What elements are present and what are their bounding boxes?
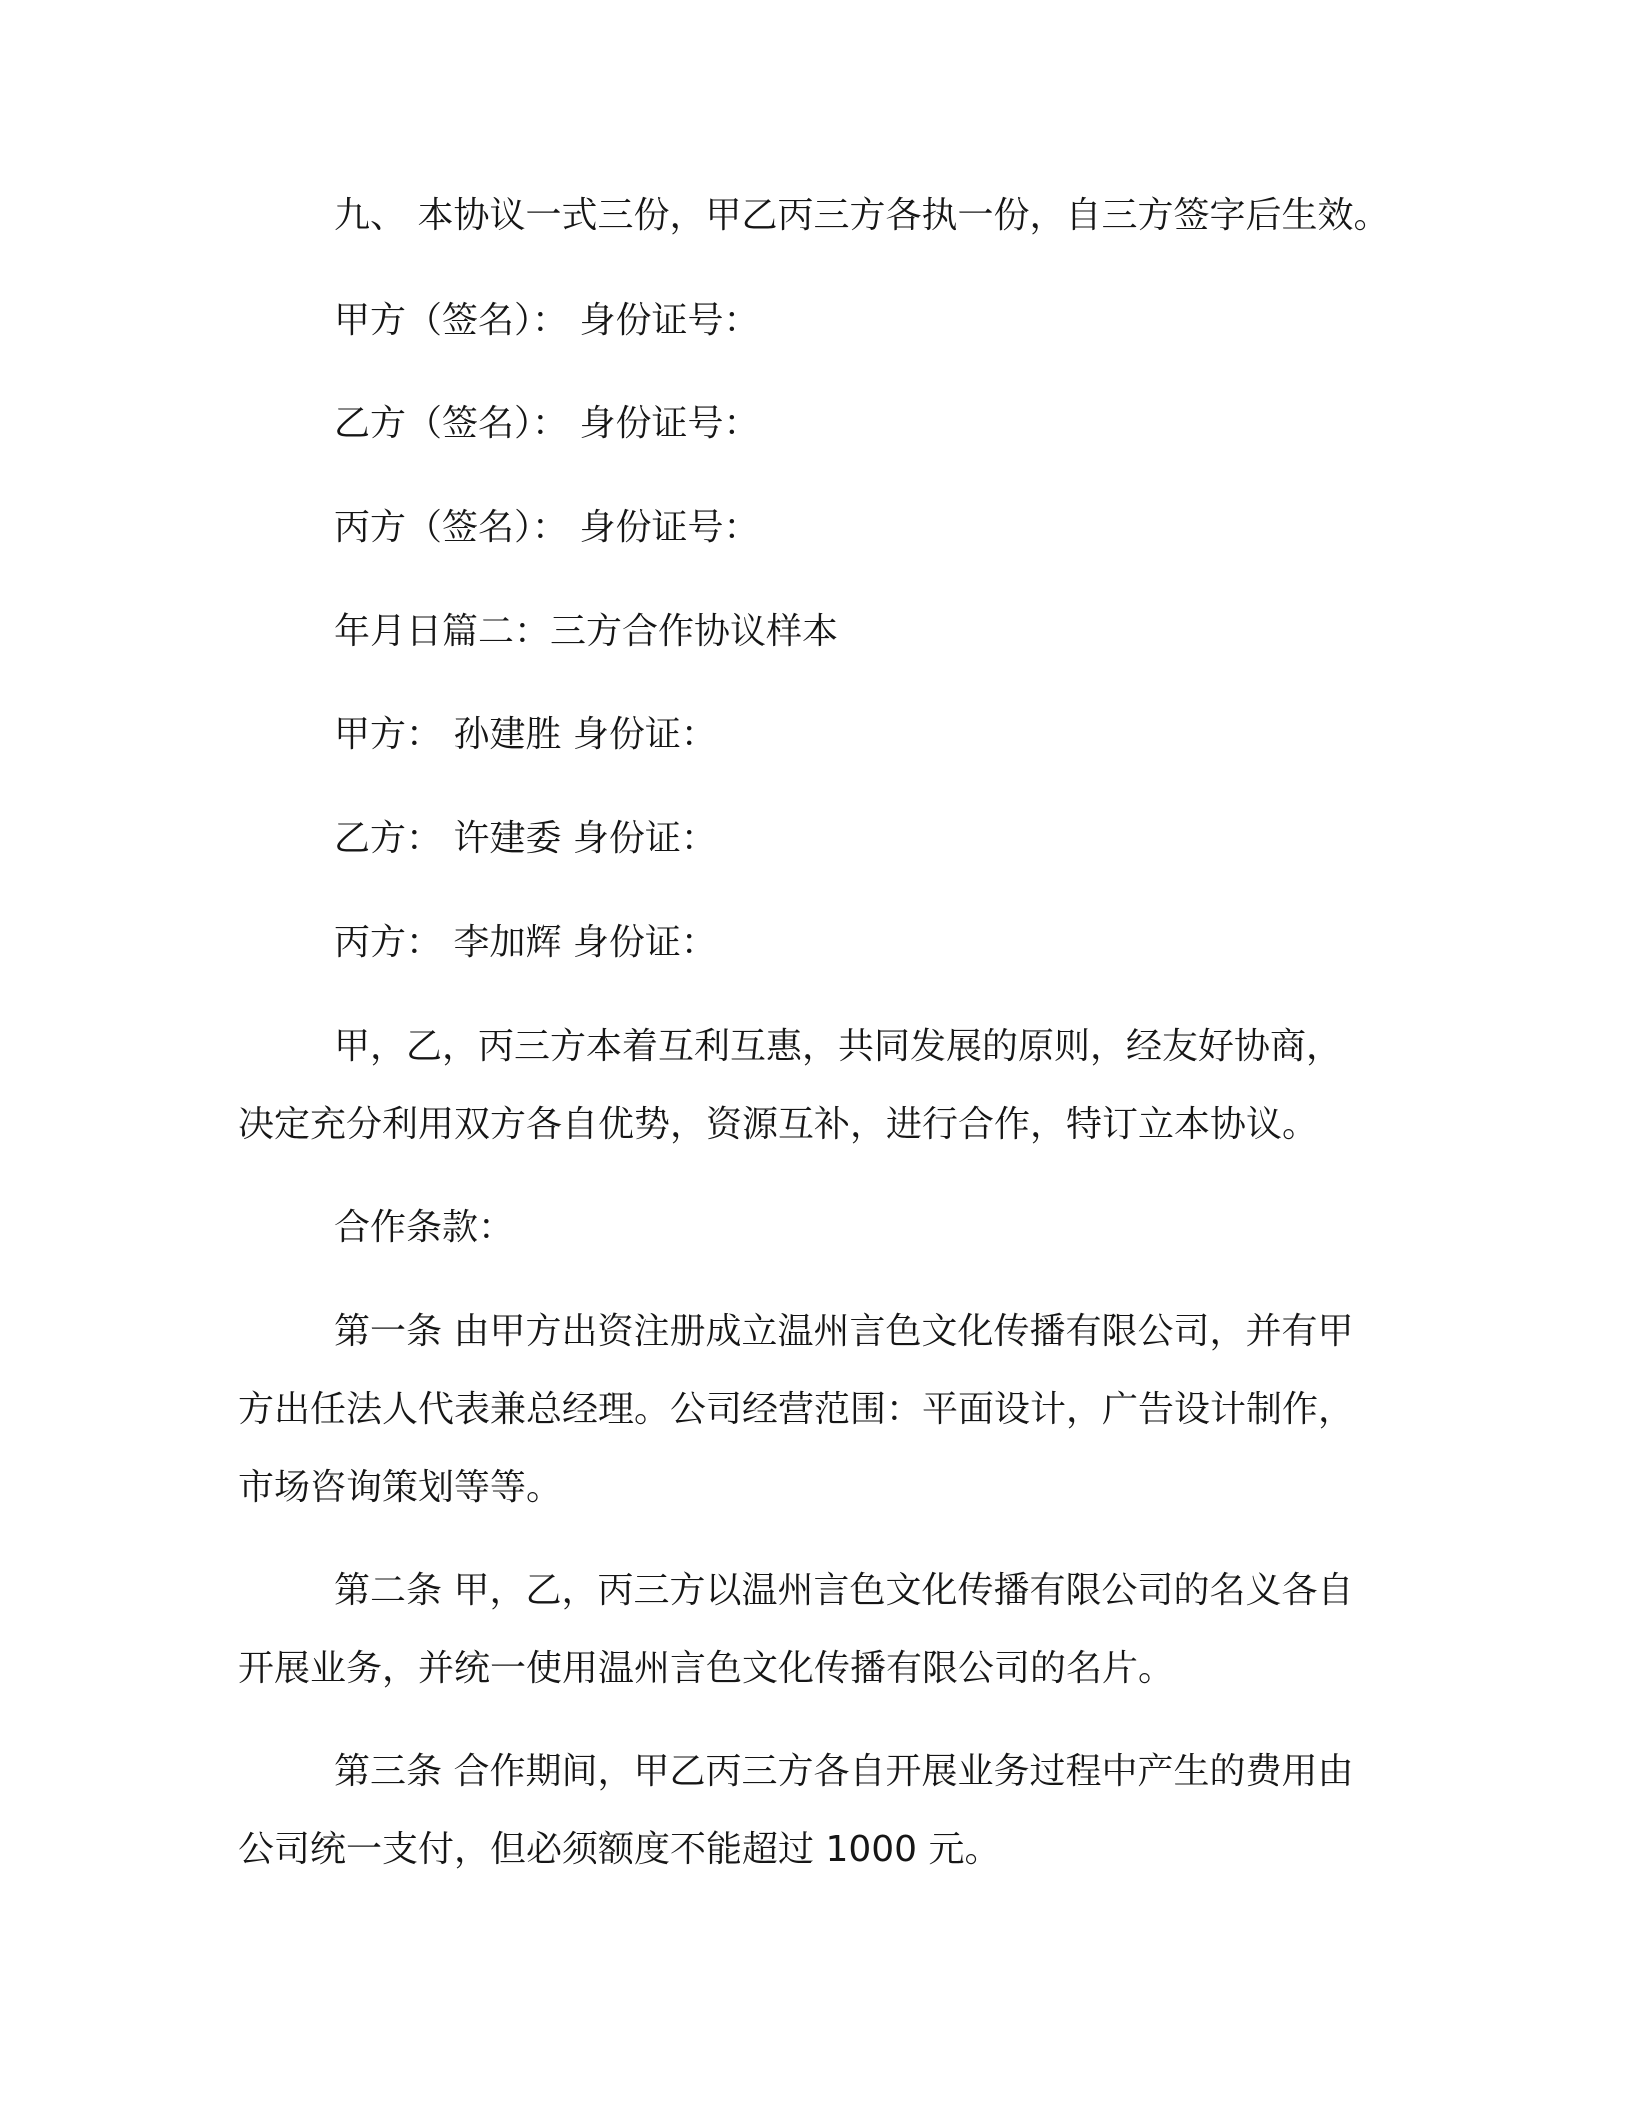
party-a-line: 甲方： 孙建胜 身份证： [334, 714, 717, 755]
signature-line-party-b: 乙方（签名）： 身份证号： [334, 403, 760, 444]
signature-line-party-a: 甲方（签名）： 身份证号： [334, 300, 760, 341]
article-one-line: 方出任法人代表兼总经理。公司经营范围：平面设计，广告设计制作， [238, 1389, 1355, 1430]
article-one-line: 第一条 由甲方出资注册成立温州言色文化传播有限公司，并有甲 [334, 1311, 1354, 1352]
article-two-line: 第二条 甲，乙，丙三方以温州言色文化传播有限公司的名义各自 [334, 1570, 1354, 1611]
party-c-line: 丙方： 李加辉 身份证： [334, 922, 717, 963]
intro-line: 决定充分利用双方各自优势，资源互补，进行合作，特订立本协议。 [238, 1104, 1319, 1145]
intro-line: 甲，乙，丙三方本着互利互惠，共同发展的原则，经友好协商， [334, 1026, 1343, 1067]
party-b-line: 乙方： 许建委 身份证： [334, 818, 717, 859]
article-one-paragraph [238, 1306, 1388, 1514]
signature-line-party-c: 丙方（签名）： 身份证号： [334, 507, 760, 548]
article-three-paragraph [238, 1746, 1388, 1876]
intro-paragraph [238, 1021, 1388, 1151]
article-one-line: 市场咨询策划等等。 [238, 1467, 563, 1508]
clause-nine: 九、 本协议一式三份，甲乙丙三方各执一份，自三方签字后生效。 [334, 195, 1390, 236]
section-heading: 年月日篇二：三方合作协议样本 [334, 611, 839, 652]
terms-heading: 合作条款： [334, 1207, 515, 1248]
article-three-line: 第三条 合作期间，甲乙丙三方各自开展业务过程中产生的费用由 [334, 1751, 1354, 1792]
article-three-line: 公司统一支付，但必须额度不能超过 1000 元。 [238, 1829, 1001, 1870]
article-two-line: 开展业务，并统一使用温州言色文化传播有限公司的名片。 [238, 1648, 1175, 1689]
article-two-paragraph [238, 1565, 1388, 1695]
